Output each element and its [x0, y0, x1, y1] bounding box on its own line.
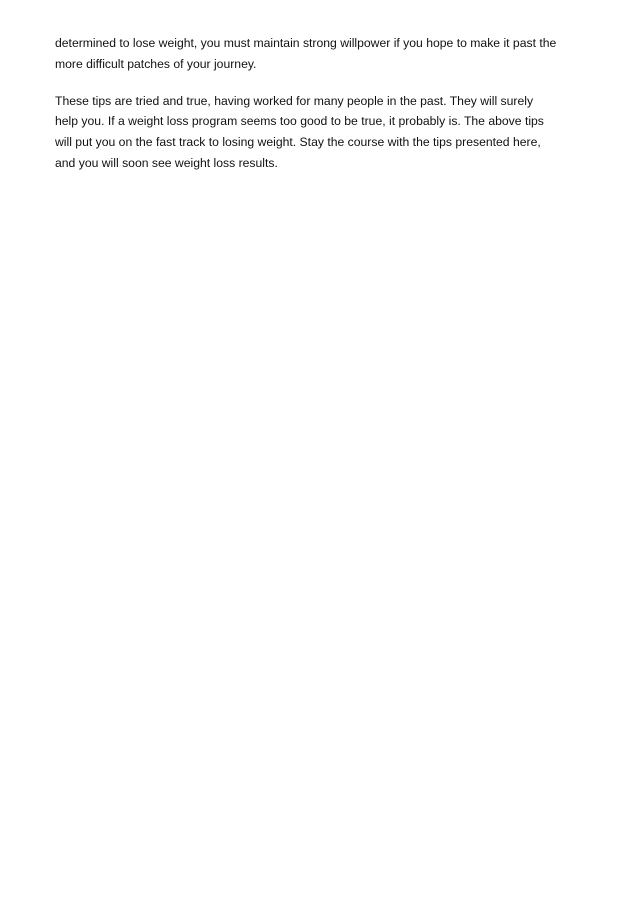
text-line: help you. If a weight loss program seems too good to be true, it probably is. The above tips — [55, 114, 544, 129]
document-body — [55, 33, 595, 190]
text-line: will put you on the fast track to losing weight. Stay the course with the tips presented here, — [55, 134, 541, 149]
text-line: These tips are tried and true, having worked for many people in the past. They will surely — [55, 93, 534, 108]
paragraph — [55, 91, 595, 173]
text-line: and you will soon see weight loss results. — [55, 155, 278, 170]
text-line: more difficult patches of your journey. — [55, 56, 257, 71]
text-line: determined to lose weight, you must maintain strong willpower if you hope to make it past the — [55, 36, 557, 50]
paragraph — [55, 33, 595, 74]
